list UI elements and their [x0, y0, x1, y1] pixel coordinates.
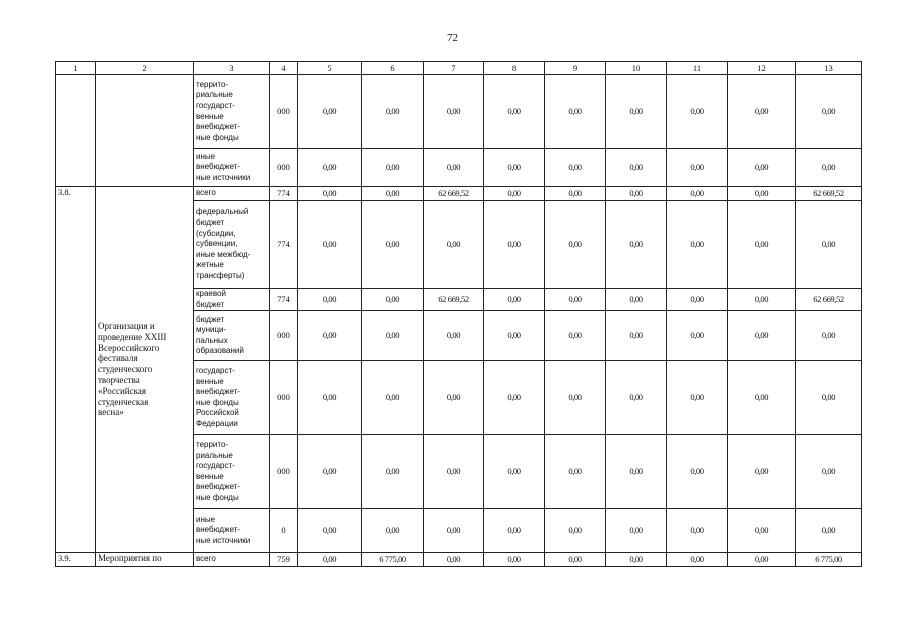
column-number-9: 9: [545, 62, 606, 75]
amount-cell: 6 775,00: [362, 553, 424, 567]
amount-cell: 0,00: [298, 201, 362, 289]
funding-source: [194, 289, 270, 311]
row-index: [56, 75, 96, 187]
column-number-8: 8: [484, 62, 545, 75]
amount-cell: 0,00: [796, 311, 862, 361]
column-number-4: 4: [270, 62, 298, 75]
amount-cell: 0,00: [484, 361, 545, 435]
amount-cell: 0,00: [606, 435, 667, 509]
amount-cell: 0,00: [298, 553, 362, 567]
amount-cell: 0,00: [362, 289, 424, 311]
amount-cell: 0,00: [298, 289, 362, 311]
amount-cell: 0,00: [484, 311, 545, 361]
column-number-7: 7: [424, 62, 484, 75]
amount-cell: 0,00: [667, 149, 728, 187]
funding-source: [194, 201, 270, 289]
budget-code: 759: [270, 553, 298, 567]
amount-cell: 0,00: [796, 149, 862, 187]
amount-cell: 0,00: [728, 75, 796, 149]
amount-cell: 0,00: [728, 509, 796, 553]
budget-code: 000: [270, 311, 298, 361]
amount-cell: 0,00: [424, 311, 484, 361]
activity-name: [96, 75, 194, 187]
amount-cell: 0,00: [362, 509, 424, 553]
amount-cell: 0,00: [424, 75, 484, 149]
amount-cell: 0,00: [424, 435, 484, 509]
amount-cell: 0,00: [298, 311, 362, 361]
amount-cell: 0,00: [796, 201, 862, 289]
amount-cell: 0,00: [545, 509, 606, 553]
budget-code: 774: [270, 201, 298, 289]
activity-name-text: Мероприятия по: [98, 553, 162, 564]
amount-cell: 0,00: [728, 311, 796, 361]
amount-cell: 0,00: [728, 553, 796, 567]
amount-cell: 0,00: [484, 187, 545, 201]
amount-cell: 0,00: [606, 361, 667, 435]
amount-cell: 6 775,00: [796, 553, 862, 567]
amount-cell: 0,00: [424, 201, 484, 289]
amount-cell: 0,00: [728, 149, 796, 187]
amount-cell: 0,00: [606, 509, 667, 553]
amount-cell: 0,00: [667, 311, 728, 361]
budget-code: 000: [270, 149, 298, 187]
funding-source-text: всего: [196, 188, 216, 198]
amount-cell: 0,00: [362, 361, 424, 435]
amount-cell: 0,00: [484, 509, 545, 553]
budget-code: 774: [270, 187, 298, 201]
amount-cell: 0,00: [545, 289, 606, 311]
table-body: [56, 62, 862, 567]
funding-source: [194, 187, 270, 201]
amount-cell: 0,00: [796, 509, 862, 553]
amount-cell: 0,00: [424, 509, 484, 553]
amount-cell: 0,00: [728, 201, 796, 289]
amount-cell: 0,00: [298, 187, 362, 201]
amount-cell: 0,00: [796, 75, 862, 149]
column-number-10: 10: [606, 62, 667, 75]
amount-cell: 0,00: [362, 311, 424, 361]
funding-source-text: государст- венные внебюджет- ные фонды Российской Федерации: [196, 365, 240, 428]
amount-cell: 0,00: [362, 435, 424, 509]
amount-cell: 0,00: [362, 75, 424, 149]
budget-code: 774: [270, 289, 298, 311]
amount-cell: 0,00: [545, 187, 606, 201]
funding-source-text: террито- риальные государст- венные внебюджет- ные фонды: [196, 79, 240, 142]
amount-cell: 0,00: [728, 289, 796, 311]
table-row: [56, 553, 862, 567]
column-number-12: 12: [728, 62, 796, 75]
amount-cell: 0,00: [667, 289, 728, 311]
amount-cell: 0,00: [424, 149, 484, 187]
amount-cell: 0,00: [796, 361, 862, 435]
amount-cell: 0,00: [606, 553, 667, 567]
amount-cell: 0,00: [484, 289, 545, 311]
amount-cell: 0,00: [424, 553, 484, 567]
amount-cell: 0,00: [606, 149, 667, 187]
amount-cell: 0,00: [484, 553, 545, 567]
amount-cell: 0,00: [424, 361, 484, 435]
funding-source: [194, 553, 270, 567]
amount-cell: 0,00: [545, 75, 606, 149]
column-number-13: 13: [796, 62, 862, 75]
column-number-row: [56, 62, 862, 75]
funding-source-text: всего: [196, 554, 216, 564]
funding-source-text: бюджет муници- пальных образований: [196, 314, 244, 356]
amount-cell: 0,00: [298, 361, 362, 435]
funding-source: [194, 435, 270, 509]
amount-cell: 0,00: [484, 201, 545, 289]
activity-name: [96, 553, 194, 567]
amount-cell: 0,00: [484, 75, 545, 149]
table-row: [56, 75, 862, 149]
amount-cell: 0,00: [606, 311, 667, 361]
amount-cell: 0,00: [728, 435, 796, 509]
amount-cell: 0,00: [362, 187, 424, 201]
funding-source-text: иные внебюджет- ные источники: [196, 514, 251, 545]
activity-name-text: Организация и проведение XXIII Всероссийского фестиваля студенческого творчества «Российская студенческая весна»: [98, 321, 167, 418]
amount-cell: 0,00: [484, 149, 545, 187]
amount-cell: 0,00: [298, 435, 362, 509]
column-number-3: 3: [194, 62, 270, 75]
column-number-1: 1: [56, 62, 96, 75]
budget-table: [55, 61, 862, 567]
amount-cell: 0,00: [545, 311, 606, 361]
funding-source-text: краевой бюджет: [196, 289, 226, 309]
amount-cell: 0,00: [606, 201, 667, 289]
funding-source: [194, 149, 270, 187]
column-number-6: 6: [362, 62, 424, 75]
funding-source-text: федеральный бюджет (субсидии, субвенции, иные межбюд- жетные трансферты): [196, 207, 251, 280]
budget-code: 0: [270, 509, 298, 553]
activity-name: [96, 187, 194, 553]
amount-cell: 62 669,52: [796, 289, 862, 311]
amount-cell: 0,00: [545, 149, 606, 187]
funding-source: [194, 509, 270, 553]
funding-source: [194, 75, 270, 149]
amount-cell: 0,00: [606, 289, 667, 311]
amount-cell: 0,00: [667, 201, 728, 289]
amount-cell: 0,00: [796, 435, 862, 509]
page-number: 72: [447, 32, 458, 44]
amount-cell: 0,00: [728, 187, 796, 201]
amount-cell: 0,00: [545, 361, 606, 435]
amount-cell: 0,00: [545, 201, 606, 289]
amount-cell: 62 669,52: [796, 187, 862, 201]
amount-cell: 62 669,52: [424, 289, 484, 311]
amount-cell: 0,00: [667, 75, 728, 149]
amount-cell: 0,00: [545, 553, 606, 567]
amount-cell: 0,00: [667, 435, 728, 509]
funding-source-text: террито- риальные государст- венные внебюджет- ные фонды: [196, 439, 240, 502]
amount-cell: 0,00: [667, 187, 728, 201]
amount-cell: 0,00: [298, 75, 362, 149]
budget-code: 000: [270, 361, 298, 435]
amount-cell: 0,00: [362, 149, 424, 187]
funding-source: [194, 361, 270, 435]
budget-code: 000: [270, 75, 298, 149]
funding-source: [194, 311, 270, 361]
amount-cell: 0,00: [667, 509, 728, 553]
amount-cell: 0,00: [606, 187, 667, 201]
column-number-11: 11: [667, 62, 728, 75]
funding-source-text: иные внебюджет- ные источники: [196, 151, 251, 182]
amount-cell: 62 669,52: [424, 187, 484, 201]
row-index: 3.9.: [56, 553, 96, 567]
amount-cell: 0,00: [298, 149, 362, 187]
amount-cell: 0,00: [667, 361, 728, 435]
amount-cell: 0,00: [667, 553, 728, 567]
budget-code: 000: [270, 435, 298, 509]
column-number-2: 2: [96, 62, 194, 75]
row-index: 3.8.: [56, 187, 96, 553]
amount-cell: 0,00: [362, 201, 424, 289]
amount-cell: 0,00: [545, 435, 606, 509]
amount-cell: 0,00: [484, 435, 545, 509]
amount-cell: 0,00: [606, 75, 667, 149]
column-number-5: 5: [298, 62, 362, 75]
table-row: [56, 187, 862, 201]
amount-cell: 0,00: [728, 361, 796, 435]
amount-cell: 0,00: [298, 509, 362, 553]
